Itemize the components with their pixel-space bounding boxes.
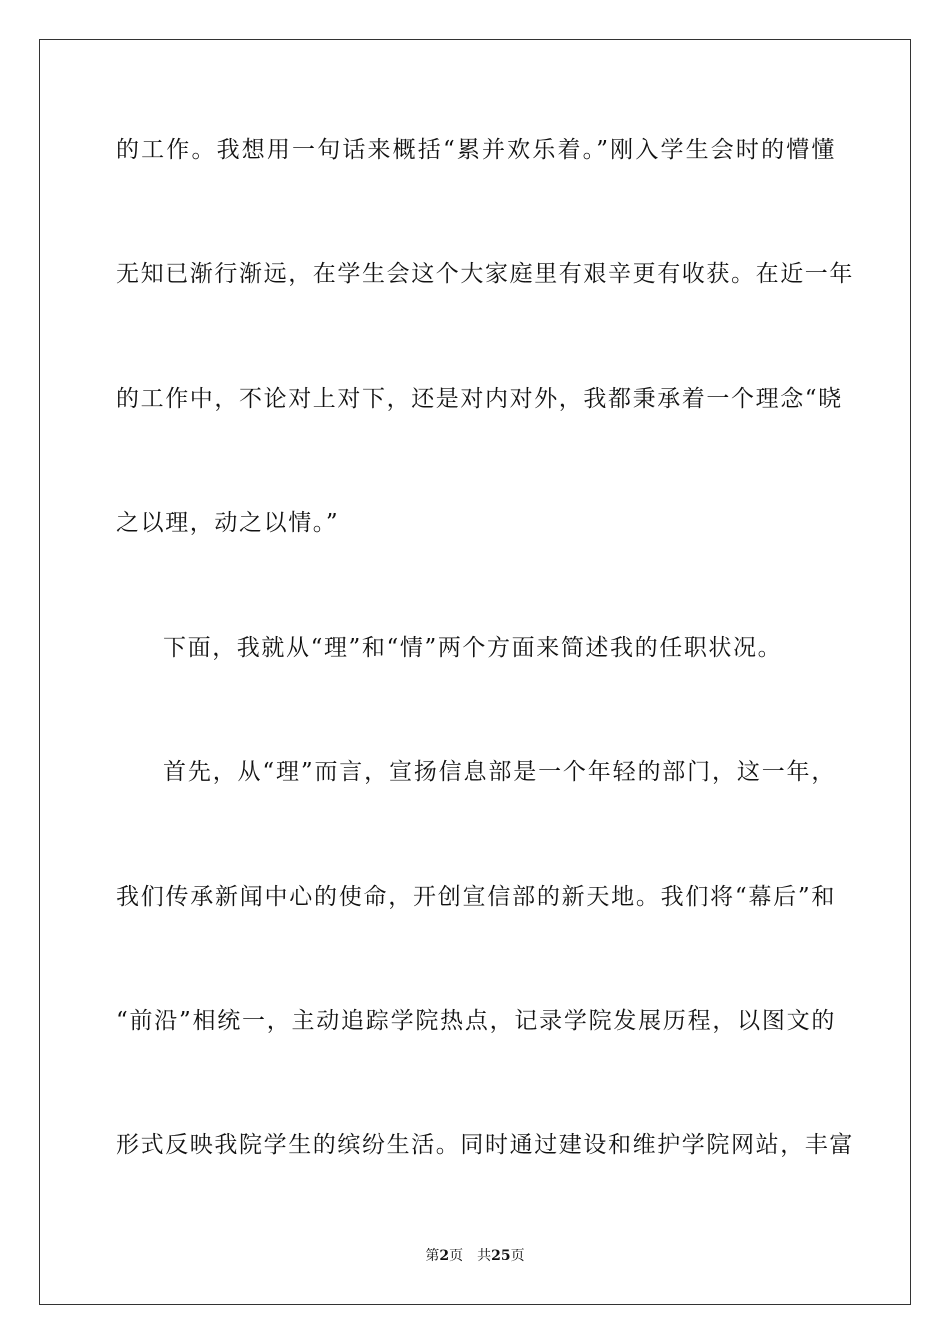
body-line-3: 的工作中，不论对上对下，还是对内对外，我都秉承着一个理念“晓	[116, 386, 843, 412]
body-line-4: 之以理，动之以情。”	[116, 510, 340, 536]
body-line-8: “前沿”相统一，主动追踪学院热点，记录学院发展历程，以图文的	[116, 1008, 836, 1034]
body-line-2: 无知已渐行渐远，在学生会这个大家庭里有艰辛更有收获。在近一年	[116, 261, 854, 287]
paragraph-line-5: 下面，我就从“理”和“情”两个方面来简述我的任职状况。	[163, 635, 783, 661]
page-footer	[0, 1247, 950, 1265]
total-pages: 25	[491, 1248, 511, 1264]
body-line-9: 形式反映我院学生的缤纷生活。同时通过建设和维护学院网站，丰富	[116, 1132, 854, 1158]
total-suffix: 页	[510, 1248, 525, 1264]
paragraph-line-6: 首先，从“理”而言，宣扬信息部是一个年轻的部门，这一年，	[163, 759, 836, 785]
page-prefix: 第	[425, 1248, 440, 1264]
body-line-1: 的工作。我想用一句话来概括“累并欢乐着。”刚入学生会时的懵懂	[116, 137, 836, 163]
page-suffix: 页	[449, 1248, 464, 1264]
total-prefix: 共	[477, 1248, 492, 1264]
body-line-7: 我们传承新闻中心的使命，开创宣信部的新天地。我们将“幕后”和	[116, 884, 836, 910]
page-border	[39, 39, 911, 1305]
page-number: 2	[439, 1248, 450, 1264]
